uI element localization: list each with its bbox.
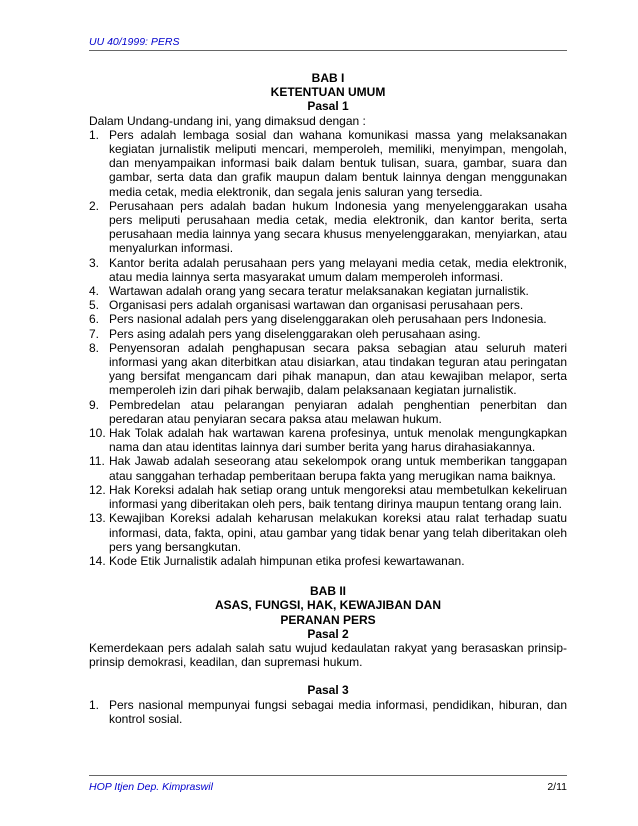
definition-list (89, 128, 567, 568)
item-number: 3. (89, 255, 100, 270)
list-item (89, 341, 567, 398)
pasal3-heading: Pasal 3 (307, 683, 349, 698)
list-item (89, 199, 567, 256)
item-number: 7. (89, 326, 100, 341)
header-title: UU 40/1999: PERS (89, 36, 180, 48)
list-item (89, 128, 567, 199)
pasal1-intro: Dalam Undang-undang ini, yang dimaksud dengan : (89, 113, 366, 128)
item-text: Hak Jawab adalah seseorang atau sekelompok orang untuk memberikan tanggapan atau sanggahan terhadap pemberitaan berupa fakta yang merugikan nama baiknya. (109, 454, 567, 483)
pasal2-heading: Pasal 2 (307, 626, 349, 641)
item-number: 8. (89, 340, 100, 355)
item-number: 11. (89, 454, 105, 469)
pasal2-text: Kemerdekaan pers adalah salah satu wujud kedaulatan rakyat yang berasaskan prinsip-prinsip demokrasi, keadilan, dan supremasi hukum. (89, 640, 567, 670)
list-item (89, 327, 567, 341)
item-text: Pembredelan atau pelarangan penyiaran adalah penghentian penerbitan dan peredaran atau penyiaran secara paksa atau melawan hukum. (109, 397, 567, 426)
bab1-title: BAB I (311, 71, 345, 85)
list-item (89, 454, 567, 482)
item-number: 5. (89, 298, 100, 313)
pasal1-heading: Pasal 1 (307, 99, 349, 114)
bab1-subtitle: KETENTUAN UMUM (270, 85, 386, 100)
list-item (89, 426, 567, 454)
item-text: Hak Tolak adalah hak wartawan karena profesinya, untuk menolak mengungkapkan nama dan atau identitas lainnya dari sumber berita yang harus dirahasiakannya. (109, 426, 567, 455)
document-body (89, 71, 567, 726)
item-number: 12. (89, 482, 106, 497)
page-header (89, 34, 567, 51)
item-text: Pers asing adalah pers yang diselenggarakan oleh perusahaan asing. (109, 326, 481, 341)
item-text: Wartawan adalah orang yang secara teratur melaksanakan kegiatan jurnalistik. (109, 284, 529, 299)
footer-source: HOP Itjen Dep. Kimpraswil (89, 781, 213, 793)
list-item (89, 511, 567, 554)
item-text: Pers nasional adalah pers yang diselenggarakan oleh perusahaan pers Indonesia. (109, 312, 547, 327)
item-text: Kantor berita adalah perusahaan pers yang melayani media cetak, media elektronik, atau media lainnya serta masyarakat umum dalam memperoleh informasi. (109, 255, 567, 284)
item-text: Perusahaan pers adalah badan hukum Indonesia yang menyelenggarakan usaha pers meliputi perusahaan media cetak, media elektronik, dan kantor berita, serta perusahaan media lainnya yang secara khusus menyelenggarakan, menyiarkan, atau menyalurkan informasi. (109, 198, 567, 256)
item-text: Kode Etik Jurnalistik adalah himpunan etika profesi kewartawanan. (109, 553, 465, 568)
item-number: 4. (89, 284, 100, 299)
list-item (89, 256, 567, 284)
list-item (89, 698, 567, 726)
item-text: Pers nasional mempunyai fungsi sebagai media informasi, pendidikan, hiburan, dan kontrol sosial. (109, 697, 567, 726)
bab2-title: BAB II (310, 584, 346, 599)
item-text: Kewajiban Koreksi adalah keharusan melakukan koreksi atau ralat terhadap suatu informasi, data, fakta, opini, atau gambar yang tidak benar yang telah diberitakan oleh pers yang bersangkutan. (109, 511, 567, 554)
item-number: 1. (89, 127, 100, 142)
item-text: Pers adalah lembaga sosial dan wahana komunikasi massa yang melaksanakan kegiatan jurnalistik meliputi mencari, memperoleh, memiliki, menyimpan, mengolah, dan menyampaikan informasi baik dalam bentuk tulisan, suara, gambar, suara dan gambar, serta data dan grafik maupun dalam bentuk lainnya dengan menggunakan media cetak, media elektronik, dan segala jenis saluran yang tersedia. (109, 127, 567, 199)
bab2-subtitle-line1: ASAS, FUNGSI, HAK, KEWAJIBAN DAN (214, 598, 441, 613)
list-item (89, 298, 567, 312)
item-number: 10. (89, 426, 106, 441)
item-number: 6. (89, 312, 100, 327)
list-item (89, 398, 567, 426)
list-item (89, 483, 567, 511)
item-text: Organisasi pers adalah organisasi wartawan dan organisasi perusahaan pers. (109, 298, 524, 313)
item-number: 9. (89, 397, 100, 412)
item-number: 1. (89, 697, 100, 712)
item-number: 14. (89, 553, 106, 568)
list-item (89, 312, 567, 326)
bab2-subtitle-line2: PERANAN PERS (280, 612, 376, 627)
pasal3-list (89, 698, 567, 726)
page-number: 2/11 (547, 781, 567, 793)
item-number: 2. (89, 198, 100, 213)
item-text: Hak Koreksi adalah hak setiap orang untuk mengoreksi atau membetulkan kekeliruan informasi yang diberitakan oleh pers, baik tentang dirinya maupun tentang orang lain. (109, 482, 567, 512)
item-text: Penyensoran adalah penghapusan secara paksa sebagian atau seluruh materi informasi yang akan diterbitkan atau disiarkan, atau tindakan teguran atau peringatan yang bersifat mengancam dari pihak manapun, dan atau kewajiban melapor, serta memperoleh izin dari pihak berwajib, dalam pelaksanaan kegiatan jurnalistik. (109, 340, 567, 398)
list-item (89, 284, 567, 298)
page-footer (89, 775, 567, 794)
item-number: 13. (89, 511, 106, 526)
list-item (89, 554, 567, 568)
